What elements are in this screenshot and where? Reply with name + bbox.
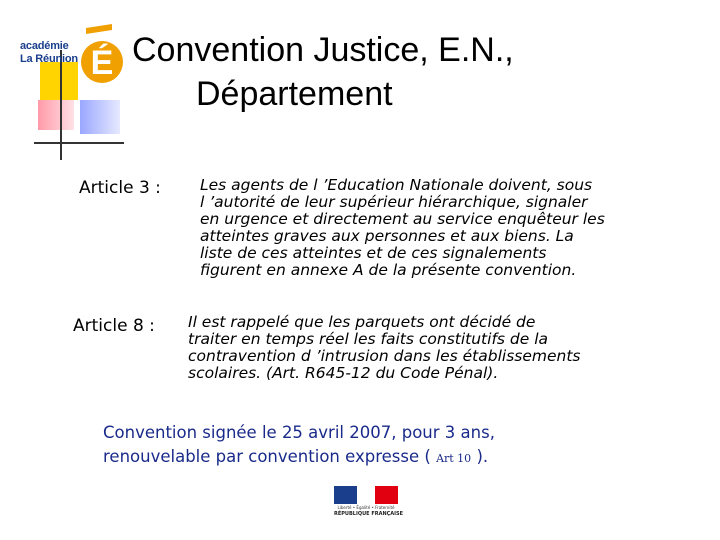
republique-motto: Liberté • Égalité • Fraternité (337, 505, 395, 510)
convention-line1: Convention signée le 25 avril 2007, pour 3 ans, (103, 423, 495, 442)
academie-reunion-logo (20, 22, 124, 90)
title-line2: Département (196, 75, 393, 113)
article-3-line: en urgence et directement au service enquêteur les (200, 210, 605, 228)
marianne-flag-icon (334, 486, 398, 504)
logo-text (20, 40, 82, 66)
title-line1: Convention Justice, E.N., (132, 31, 514, 69)
logo-text-line2: La Réunion (20, 53, 78, 65)
convention-line2-end: ). (476, 447, 489, 466)
academie-e-icon (78, 22, 124, 88)
decorative-horizontal-line (34, 142, 124, 144)
article-8-line: traiter en temps réel les faits constitutifs de la (188, 330, 549, 348)
article-3-line: figurent en annexe A de la présente convention. (200, 261, 577, 279)
logo-letter: É (90, 44, 114, 82)
article-8-line: scolaires. (Art. R645-12 du Code Pénal). (188, 364, 499, 382)
republique-name: RÉPUBLIQUE FRANÇAISE (334, 511, 404, 517)
logo-text-line1: académie (20, 40, 69, 52)
article-8-line: contravention d ’intrusion dans les établissements (188, 347, 581, 365)
article-3-line: l ’autorité de leur supérieur hiérarchique, signaler (200, 193, 588, 211)
article-3-label: Article 3 : (79, 178, 161, 198)
article-3-line: liste de ces atteintes et de ces signalements (200, 244, 547, 262)
page-title (132, 28, 692, 116)
convention-article-ref: Art 10 (436, 452, 472, 465)
convention-line2 (103, 445, 495, 471)
republique-francaise-logo (334, 486, 404, 526)
article-8-text (188, 314, 581, 382)
article-8-label: Article 8 : (73, 316, 155, 336)
convention-note (103, 421, 495, 471)
article-3-line: atteintes graves aux personnes et aux biens. La (200, 227, 574, 245)
decorative-blue-square (80, 100, 120, 134)
article-3-line: Les agents de l ’Education Nationale doivent, sous (200, 176, 593, 194)
convention-line2-start: renouvelable par convention expresse ( (103, 447, 431, 466)
decorative-pink-square (38, 100, 74, 130)
article-3-text (200, 177, 605, 279)
article-8-line: Il est rappelé que les parquets ont décidé de (188, 313, 536, 331)
